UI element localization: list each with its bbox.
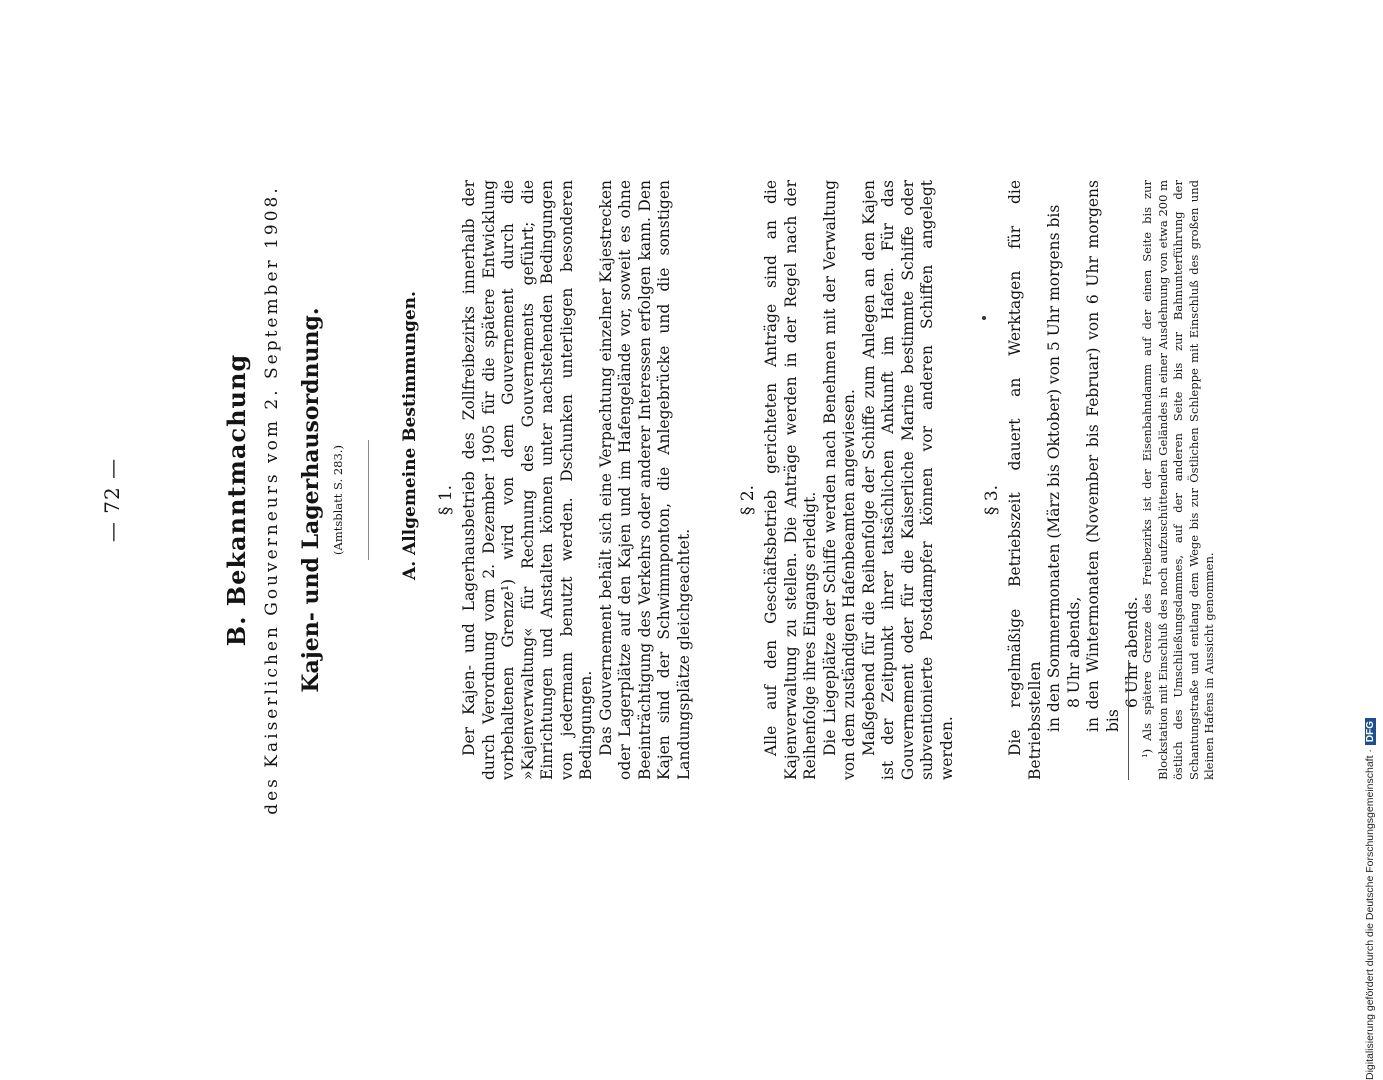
sec1-paragraph-2: Das Gouvernement behält sich eine Verpachtung einzelner Kajestrecken oder Lagerplätze auf den Kajen und im Hafengelände vor, soweit es ohne Beeinträchtigung des Verkehrs oder anderer Interessen erfolgen kann. Den Kajen sind der Schwimmponton, die Anlegebrücke und die sonstigen Landungsplätze gleichgeachtet.: [596, 180, 693, 780]
section-3-body: [1006, 180, 1143, 780]
sec3-summer-line: in den Sommermonaten (März bis Oktober) von 5 Uhr morgens bis: [1045, 204, 1063, 732]
footnote-divider: [1128, 660, 1129, 780]
footnote-text: ¹) Als spätere Grenze des Freibezirks ist der Eisenbahndamm auf der einen Seite bis zur Blockstation mit Einschluß des noch aufzuschüttenden Geländes in einer Ausdehnung von etwa 200 m östlich des Umschließungsdammes, auf der anderen Seite bis zur Bahnunterführung der Schantungstraße und entlang dem Wege bis zur Östlichen Schleppe mit Einschluß des großen und kleinen Hafens in Aussicht genommen.: [1140, 180, 1216, 780]
sec2-paragraph-2: Die Liegeplätze der Schiffe werden nach Benehmen mit der Verwaltung von dem zuständigen Hafenbeamten angewiesen.: [820, 180, 858, 780]
section-1-body: [460, 180, 694, 780]
sec3-winter-line: in den Wintermonaten (November bis Februar) von 6 Uhr morgens bis: [1084, 180, 1122, 732]
section-1-title: § 1.: [436, 484, 456, 516]
digitization-credit: [1364, 340, 1376, 1080]
credit-text: Digitalisierung gefördert durch die Deutsche Forschungsgemeinschaft ·: [1364, 749, 1376, 1080]
sec1-paragraph-1: Der Kajen- und Lagerhausbetrieb des Zollfreibezirks innerhalb der durch Verordnung vom 2. Dezember 1905 für die spätere Entwicklung vorbehaltenen Grenze¹) wird von dem Gouvernement durch die »Kajenverwaltung« für Rechnung des Gouvernements geführt; die Einrichtungen und Anstalten können unter nachstehenden Bedingungen von jedermann benutzt werden. Dschunken unterliegen besonderen Bedingungen.: [460, 180, 595, 780]
heading: B. Bekanntmachung: [222, 353, 251, 647]
title-divider: [368, 440, 369, 560]
sec3-summer-end: 8 Uhr abends,: [1064, 596, 1083, 708]
page-number: — 72 —: [100, 457, 124, 543]
section-2-title: § 2.: [738, 484, 758, 516]
footnote: [1140, 180, 1218, 780]
ink-speck: [982, 316, 986, 320]
sec2-paragraph-1: Alle auf den Geschäftsbetrieb gerichteten Anträge sind an die Kajenverwaltung zu stellen. Die Anträge werden in der Regel nach der Reihenfolge ihres Eingangs erledigt.: [762, 180, 819, 780]
dfg-logo: DFG: [1365, 718, 1376, 745]
sec3-paragraph-1: Die regelmäßige Betriebszeit dauert an Werktagen für die Betriebsstellen: [1006, 180, 1044, 780]
sec3-winter-end: 6 Uhr abends.: [1123, 596, 1141, 708]
section-a-heading: A. Allgemeine Bestimmungen.: [400, 291, 420, 580]
section-3-title: § 3.: [982, 484, 1002, 516]
source-reference: (Amtsblatt S. 283.): [331, 445, 345, 555]
subheading: des Kaiserlichen Gouverneurs vom 2. September 1908.: [262, 185, 282, 815]
ordinance-title: Kajen- und Lagerhausordnung.: [298, 307, 324, 693]
sec2-paragraph-3: Maßgebend für die Reihenfolge der Schiffe zum Anlegen an den Kajen ist der Zeitpunkt ihrer tatsächlichen Ankunft im Hafen. Für das Gouvernement oder für die Kaiserliche Marine bestimmte Schiffe oder subventionierte Postdampfer können vor anderen Schiffen angelegt werden.: [859, 180, 956, 780]
section-2-body: [762, 180, 957, 780]
